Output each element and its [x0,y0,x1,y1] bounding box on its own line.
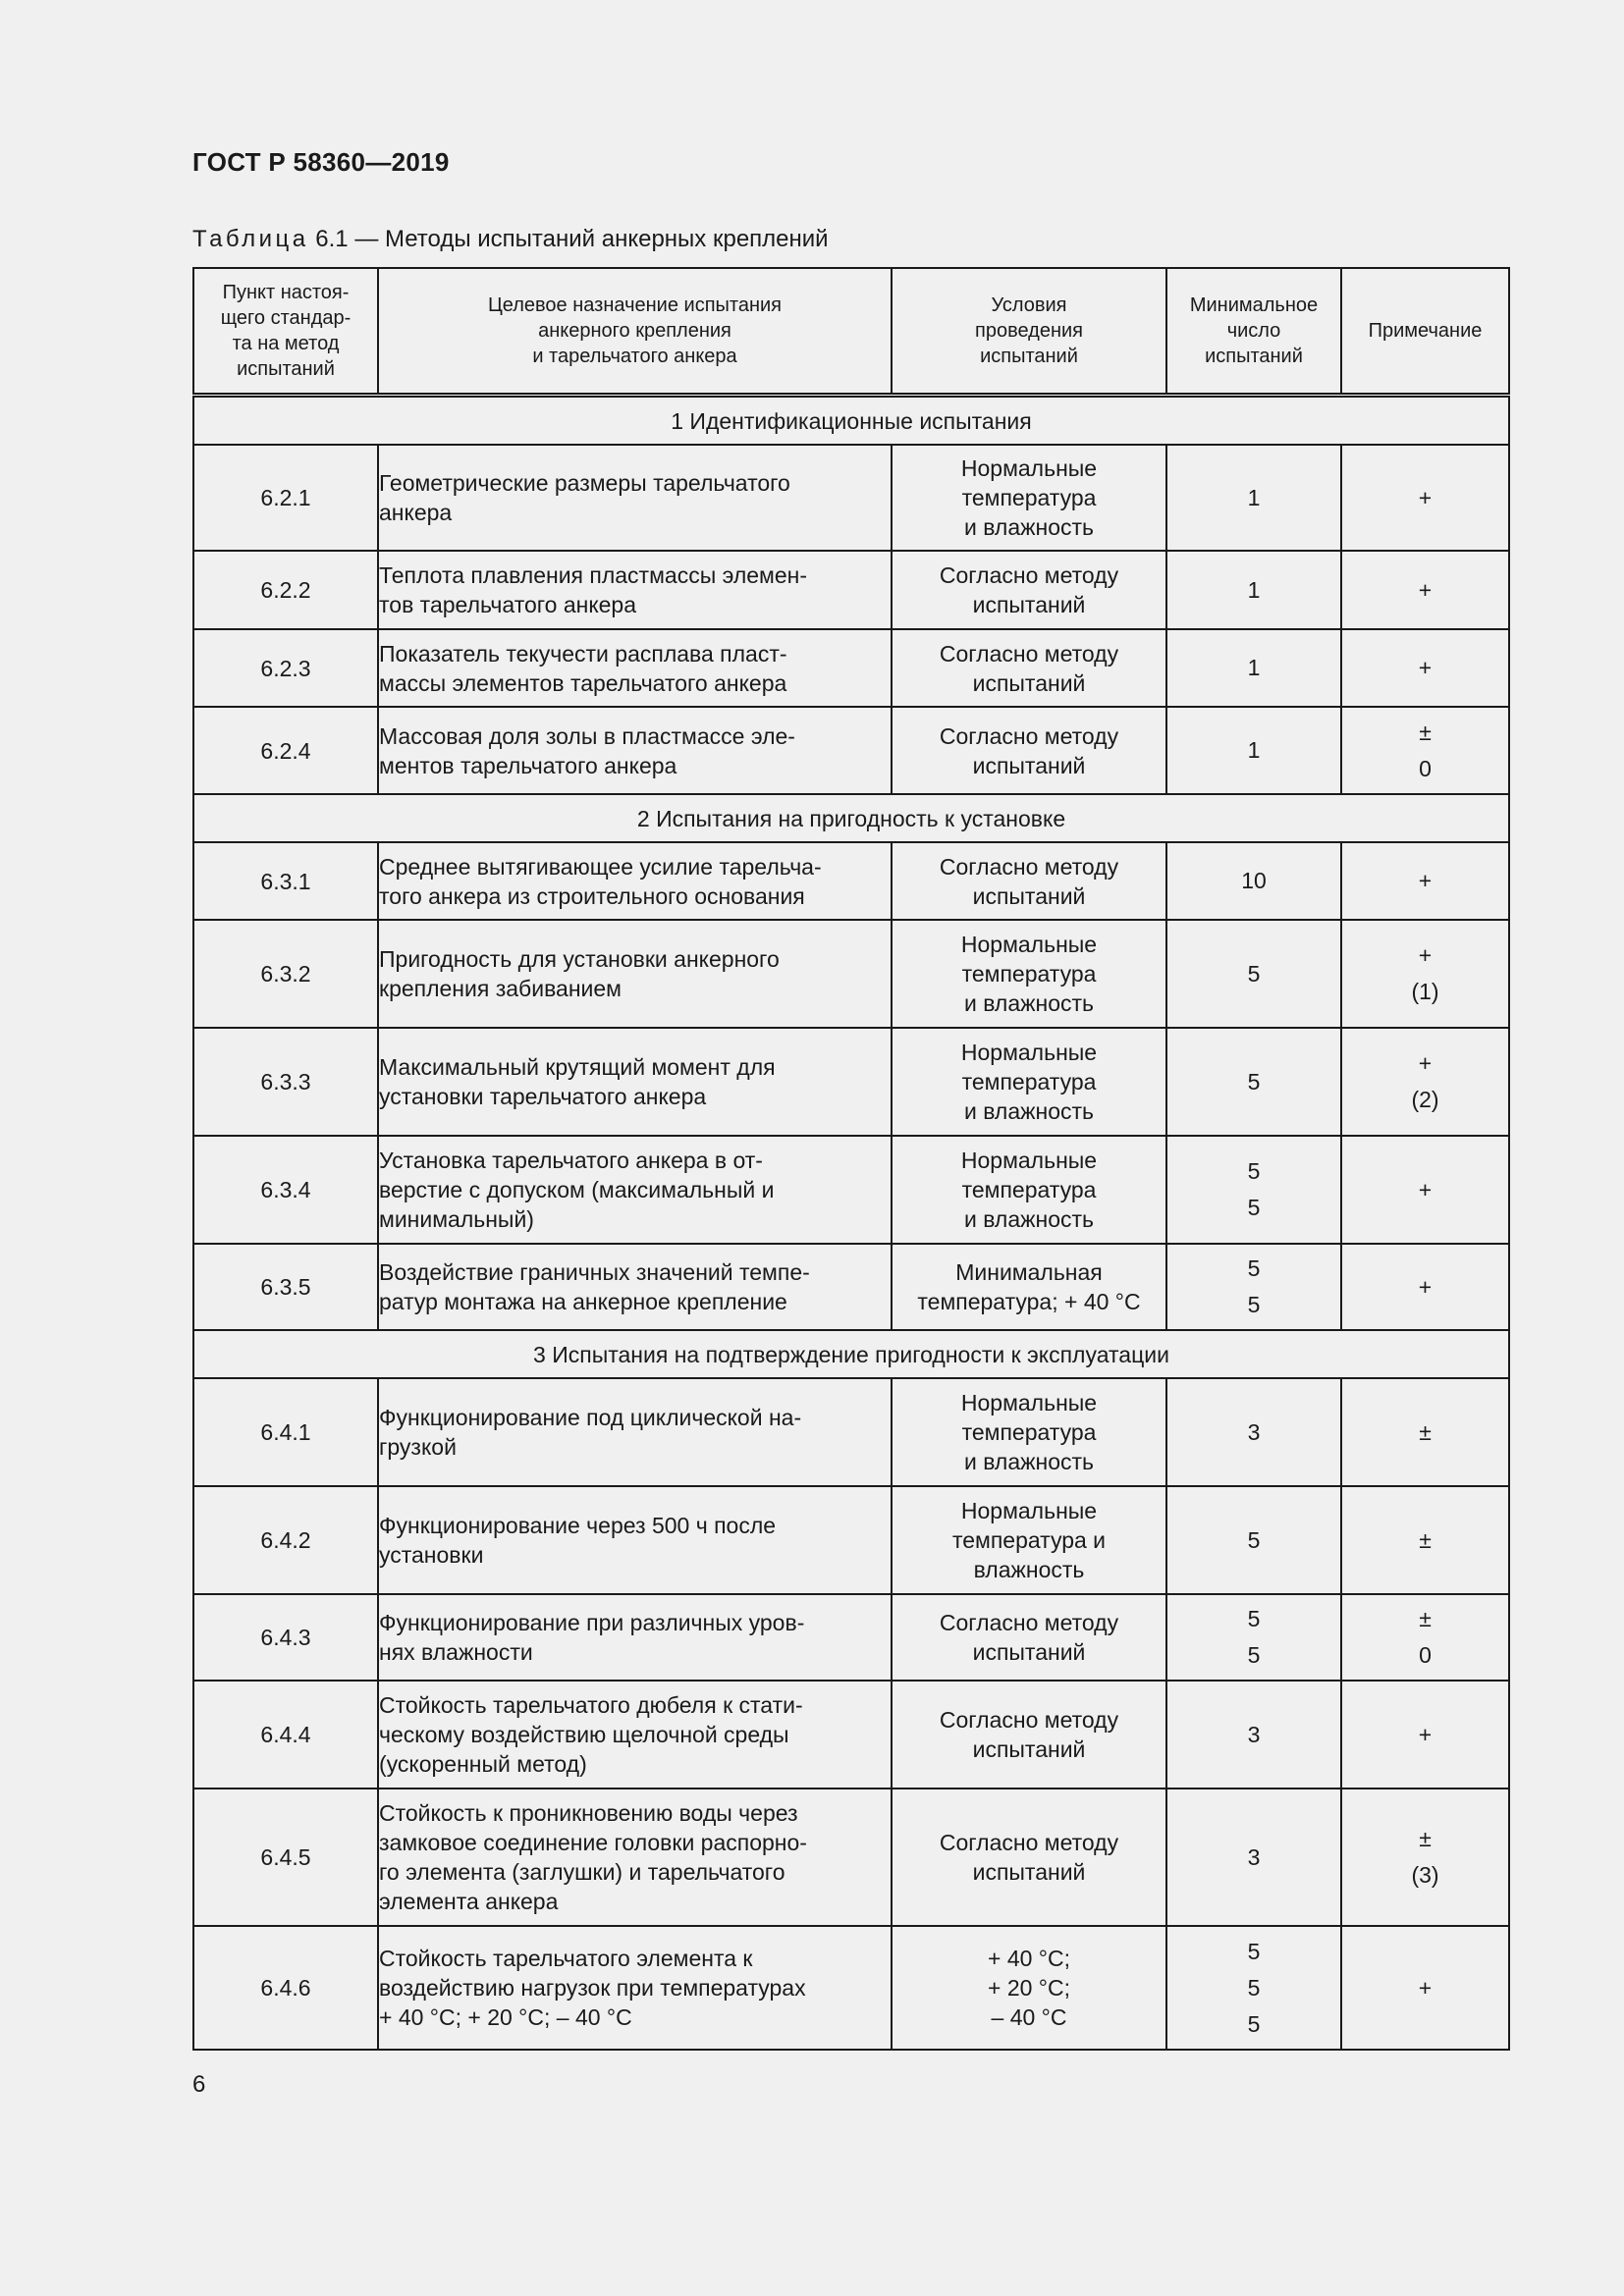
min-tests-line: 1 [1247,484,1261,510]
conditions-line: Согласно методу [939,853,1119,880]
conditions-line: температура; + 40 °С [917,1289,1141,1314]
table-row [193,1789,1509,1926]
conditions-cell [892,1136,1166,1244]
conditions-line: температура [961,1177,1097,1202]
purpose-line: Показатель текучести расплава пласт- [379,640,787,667]
caption-label: Таблица [192,226,309,252]
conditions-line: температура [961,961,1097,987]
clause-number-cell: 6.4.6 [193,1926,378,2050]
note-cell [1341,1926,1509,2050]
purpose-line: Геометрические размеры тарельчатого [379,470,790,496]
header-conditions-line: Условия [991,294,1067,316]
purpose-line: Функционирование под циклической на- [379,1405,802,1430]
purpose-line: ратур монтажа на анкерное крепление [379,1289,787,1314]
note-line: + [1418,1176,1433,1202]
min-tests-line: 5 [1247,1195,1261,1220]
table-row [193,1594,1509,1681]
purpose-cell [378,1789,892,1926]
header-clause-line: Пункт настоя- [222,282,350,303]
header-note [1341,268,1509,396]
table-row [193,842,1509,920]
conditions-line: Согласно методу [939,722,1119,749]
min-tests-line: 5 [1247,1068,1261,1095]
conditions-line: Нормальные [960,1390,1098,1415]
purpose-cell [378,1028,892,1136]
conditions-line: и влажность [963,990,1095,1016]
conditions-line: температура [961,1419,1097,1445]
note-cell [1341,629,1509,707]
note-line: (1) [1411,979,1439,1004]
note-line: + [1418,1721,1433,1747]
min-tests-cell [1166,707,1341,794]
header-clause-line: щего стандар- [220,307,352,329]
purpose-line: Функционирование при различных уров- [379,1610,805,1635]
table-row [193,707,1509,794]
caption-number: 6.1 [315,226,349,252]
clause-number-cell: 6.3.3 [193,1028,378,1136]
min-tests-line: 5 [1247,1292,1261,1317]
note-cell [1341,1789,1509,1926]
purpose-cell [378,1681,892,1789]
page-number: 6 [192,2071,206,2098]
clause-number-cell: 6.4.5 [193,1789,378,1926]
conditions-cell [892,1789,1166,1926]
purpose-line: тов тарельчатого анкера [379,592,637,617]
min-tests-cell [1166,1926,1341,2050]
header-conditions-line: испытаний [980,346,1078,367]
conditions-line: температура [961,485,1097,510]
note-cell [1341,707,1509,794]
table-row [193,1136,1509,1244]
min-tests-cell [1166,1486,1341,1594]
clause-number-cell: 6.2.3 [193,629,378,707]
min-tests-cell [1166,1244,1341,1330]
header-min-tests-line: Минимальное [1189,294,1319,316]
clause-number-cell: 6.3.5 [193,1244,378,1330]
header-conditions-line: проведения [975,320,1083,342]
purpose-cell [378,1378,892,1486]
purpose-line: + 40 °С; + 20 °С; – 40 °С [379,2004,632,2030]
document-code: ГОСТ Р 58360—2019 [192,147,450,177]
note-line: + [1418,1050,1433,1076]
conditions-line: влажность [973,1557,1085,1582]
purpose-cell [378,1594,892,1681]
conditions-line: температура и [951,1527,1107,1553]
purpose-line: Функционирование через 500 ч после [379,1513,777,1538]
purpose-line: грузкой [379,1434,457,1460]
min-tests-cell [1166,1378,1341,1486]
note-line: ± [1419,1826,1432,1851]
conditions-line: испытаний [972,752,1086,778]
table-row [193,551,1509,629]
conditions-line: и влажность [963,1449,1095,1474]
conditions-line: – 40 °С [991,2004,1067,2030]
purpose-line: Пригодность для установки анкерного [379,946,780,972]
purpose-line: Стойкость к проникновению воды через [379,1800,798,1826]
min-tests-line: 3 [1247,1843,1261,1870]
conditions-cell [892,1378,1166,1486]
purpose-line: Теплота плавления пластмассы элемен- [379,562,808,588]
conditions-line: испытаний [972,1639,1086,1665]
note-line: + [1418,576,1433,603]
section-row [193,1330,1509,1378]
min-tests-line: 3 [1247,1721,1261,1747]
purpose-line: элемента анкера [379,1889,559,1914]
clause-number-cell: 6.3.4 [193,1136,378,1244]
conditions-cell [892,1028,1166,1136]
conditions-cell [892,842,1166,920]
min-tests-cell [1166,1789,1341,1926]
purpose-cell [378,920,892,1028]
purpose-line: массы элементов тарельчатого анкера [379,669,787,696]
table-header [193,268,1509,396]
purpose-cell [378,842,892,920]
conditions-cell [892,629,1166,707]
table-row [193,1028,1509,1136]
conditions-cell [892,551,1166,629]
conditions-line: Согласно методу [939,562,1119,588]
min-tests-line: 5 [1247,1938,1261,1964]
conditions-line: испытаний [972,1736,1086,1762]
note-cell [1341,1594,1509,1681]
note-line: 0 [1419,1642,1432,1668]
conditions-line: Согласно методу [939,1707,1119,1733]
min-tests-line: 10 [1241,868,1267,893]
conditions-line: и влажность [963,1206,1095,1232]
note-cell [1341,551,1509,629]
min-tests-cell [1166,1681,1341,1789]
note-cell [1341,1681,1509,1789]
clause-number-cell: 6.2.4 [193,707,378,794]
conditions-cell [892,707,1166,794]
purpose-cell [378,1244,892,1330]
purpose-cell [378,551,892,629]
section-title: 2 Испытания на пригодность к установке [193,794,1509,842]
conditions-line: температура [961,1069,1097,1095]
header-min-tests [1166,268,1341,396]
min-tests-cell [1166,629,1341,707]
note-cell [1341,842,1509,920]
section-row [193,794,1509,842]
min-tests-line: 5 [1247,1642,1261,1668]
conditions-line: испытаний [972,592,1086,617]
purpose-cell [378,445,892,551]
note-line: ± [1419,1606,1432,1631]
conditions-line: и влажность [963,514,1095,540]
table-row [193,1378,1509,1486]
purpose-cell [378,1926,892,2050]
conditions-cell [892,1926,1166,2050]
clause-number-cell: 6.2.1 [193,445,378,551]
conditions-cell [892,1594,1166,1681]
conditions-cell [892,445,1166,551]
header-conditions [892,268,1166,396]
conditions-cell [892,1681,1166,1789]
min-tests-line: 5 [1247,1526,1261,1553]
conditions-line: Нормальные [960,1498,1098,1523]
min-tests-cell [1166,1594,1341,1681]
purpose-line: Воздействие граничных значений темпе- [379,1259,810,1285]
note-line: 0 [1419,755,1432,781]
header-min-tests-line: испытаний [1205,346,1303,367]
purpose-line: ментов тарельчатого анкера [379,752,677,778]
clause-number-cell: 6.3.2 [193,920,378,1028]
conditions-line: Согласно методу [939,1610,1119,1635]
min-tests-cell [1166,551,1341,629]
clause-number-cell: 6.3.1 [193,842,378,920]
note-line: + [1418,1273,1433,1300]
note-cell [1341,1244,1509,1330]
table-row [193,1926,1509,2050]
header-row [193,268,1509,396]
purpose-cell [378,629,892,707]
note-cell [1341,920,1509,1028]
conditions-line: Нормальные [960,1040,1098,1065]
note-cell [1341,1136,1509,1244]
header-purpose [378,268,892,396]
purpose-line: замковое соединение головки распорно- [379,1830,807,1855]
note-cell [1341,1378,1509,1486]
min-tests-cell [1166,842,1341,920]
note-cell [1341,1486,1509,1594]
min-tests-cell [1166,445,1341,551]
section-title: 1 Идентификационные испытания [193,396,1509,446]
conditions-line: Минимальная [955,1259,1103,1285]
note-line: + [1418,942,1433,968]
note-line: + [1418,484,1433,510]
conditions-line: + 40 °С; [988,1946,1070,1971]
purpose-cell [378,1486,892,1594]
purpose-line: Массовая доля золы в пластмассе эле- [379,722,795,749]
min-tests-cell [1166,1028,1341,1136]
note-line: ± [1419,1418,1432,1445]
purpose-line: крепления забиванием [379,976,622,1001]
conditions-cell [892,920,1166,1028]
purpose-line: (ускоренный метод) [379,1751,587,1777]
table-row [193,629,1509,707]
min-tests-line: 1 [1247,655,1261,680]
purpose-line: Стойкость тарельчатого дюбеля к стати- [379,1692,803,1718]
min-tests-line: 5 [1247,1606,1261,1631]
min-tests-cell [1166,920,1341,1028]
min-tests-line: 5 [1247,1255,1261,1281]
header-clause-line: испытаний [237,358,335,380]
min-tests-line: 5 [1247,960,1261,987]
note-line: + [1418,655,1433,680]
purpose-line: Установка тарельчатого анкера в от- [379,1148,763,1173]
conditions-line: + 20 °С; [988,1975,1070,2001]
clause-number-cell: 6.4.3 [193,1594,378,1681]
table-caption [192,226,829,253]
purpose-line: установки [379,1542,484,1568]
note-cell [1341,445,1509,551]
purpose-line: верстие с допуском (максимальный и [379,1177,775,1202]
purpose-line: воздействию нагрузок при температурах [379,1975,806,2001]
section-title: 3 Испытания на подтверждение пригодности к эксплуатации [193,1330,1509,1378]
header-purpose-line: Целевое назначение испытания [487,294,782,316]
header-purpose-line: и тарельчатого анкера [532,346,737,367]
header-clause-line: та на метод [232,333,340,354]
purpose-line: ческому воздействию щелочной среды [379,1722,789,1747]
table-row [193,445,1509,551]
table-row [193,1486,1509,1594]
conditions-cell [892,1486,1166,1594]
purpose-line: установки тарельчатого анкера [379,1084,707,1109]
note-line: (2) [1411,1087,1439,1112]
note-line: ± [1419,719,1432,745]
purpose-line: того анкера из строительного основания [379,882,805,909]
min-tests-line: 5 [1247,1158,1261,1184]
conditions-cell [892,1244,1166,1330]
note-cell [1341,1028,1509,1136]
note-line: + [1418,1974,1433,2001]
header-purpose-line: анкерного крепления [538,320,731,342]
table-row [193,1681,1509,1789]
note-line: (3) [1411,1862,1439,1888]
clause-number-cell: 6.4.1 [193,1378,378,1486]
purpose-line: анкера [379,500,453,525]
conditions-line: Нормальные [960,455,1098,481]
clause-number-cell: 6.4.2 [193,1486,378,1594]
conditions-line: Нормальные [960,932,1098,957]
purpose-cell [378,1136,892,1244]
conditions-line: испытаний [972,882,1086,909]
test-methods-table [192,267,1510,2051]
min-tests-line: 5 [1247,1974,1261,2001]
purpose-line: минимальный) [379,1206,534,1232]
purpose-line: нях влажности [379,1639,533,1665]
purpose-cell [378,707,892,794]
table-row [193,1244,1509,1330]
conditions-line: Согласно методу [939,640,1119,667]
table-row [193,920,1509,1028]
note-line: ± [1419,1526,1432,1553]
section-row [193,396,1509,446]
conditions-line: испытаний [972,1859,1086,1885]
clause-number-cell: 6.4.4 [193,1681,378,1789]
header-clause [193,268,378,396]
purpose-line: го элемента (заглушки) и тарельчатого [379,1859,785,1885]
header-note-line: Примечание [1368,320,1483,342]
caption-title: — Методы испытаний анкерных креплений [354,226,829,252]
header-min-tests-line: число [1226,320,1281,342]
min-tests-line: 1 [1247,737,1261,763]
min-tests-line: 3 [1247,1418,1261,1445]
min-tests-line: 1 [1247,576,1261,603]
min-tests-line: 5 [1247,2010,1261,2037]
purpose-line: Максимальный крутящий момент для [379,1054,776,1080]
min-tests-cell [1166,1136,1341,1244]
purpose-line: Среднее вытягивающее усилие тарельча- [379,853,822,880]
conditions-line: Согласно методу [939,1830,1119,1855]
conditions-line: Нормальные [960,1148,1098,1173]
purpose-line: Стойкость тарельчатого элемента к [379,1946,753,1971]
note-line: + [1418,868,1433,893]
conditions-line: испытаний [972,669,1086,696]
table-body [193,396,1509,2051]
conditions-line: и влажность [963,1098,1095,1124]
clause-number-cell: 6.2.2 [193,551,378,629]
